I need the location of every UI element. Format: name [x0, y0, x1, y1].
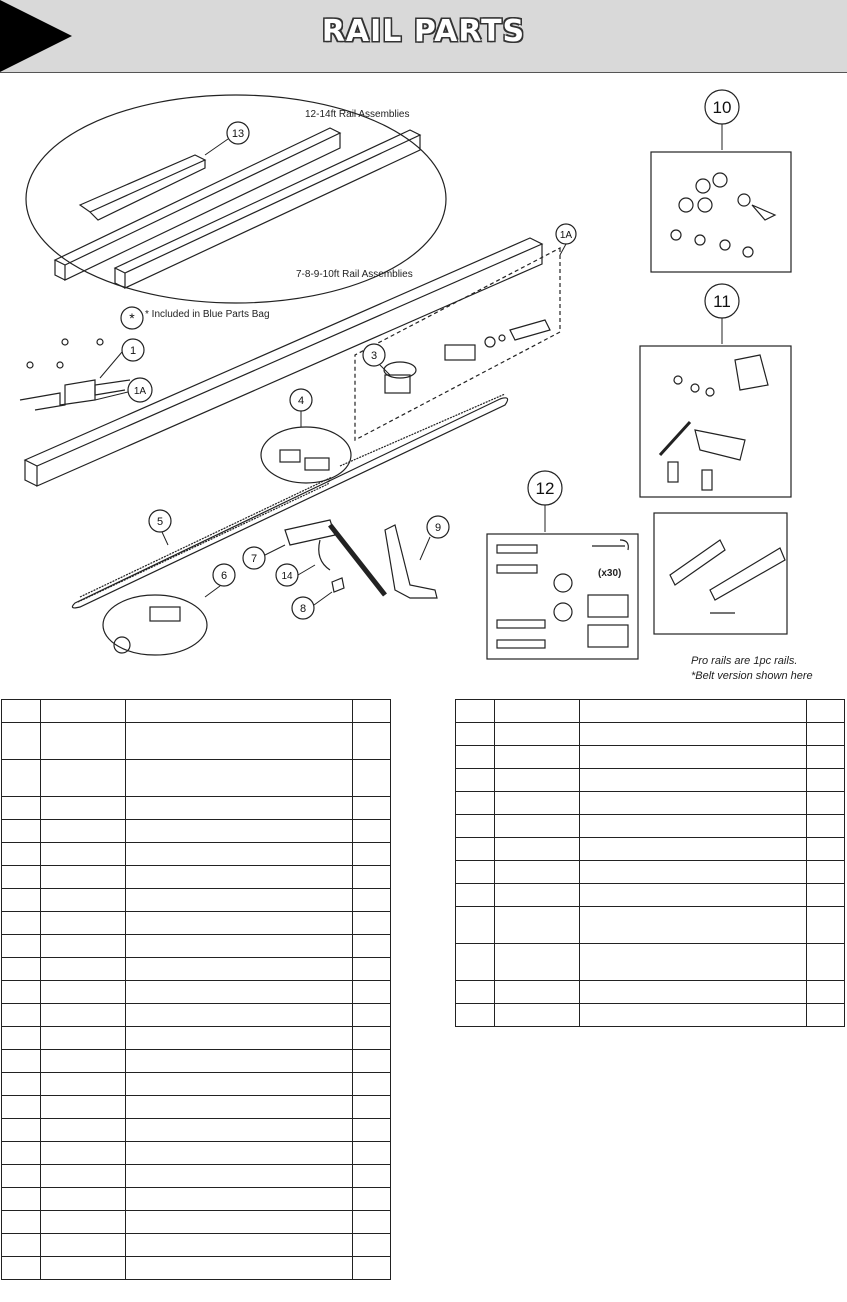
- part-13-shape: [80, 155, 205, 212]
- table-row: [2, 723, 391, 760]
- callout-2: 1A: [559, 230, 573, 241]
- table-row: [2, 1257, 391, 1280]
- table-row: [2, 866, 391, 889]
- table-row: [456, 861, 845, 884]
- callout-6: 6: [220, 570, 228, 582]
- table-row: [456, 838, 845, 861]
- table-row: [456, 815, 845, 838]
- pro-rails-note-line-2: *Belt version shown here: [691, 670, 813, 682]
- part-6-ellipse: [103, 595, 207, 655]
- table-row: [2, 981, 391, 1004]
- callout-11: 11: [713, 292, 731, 311]
- table-row: [2, 1050, 391, 1073]
- table-row: [456, 723, 845, 746]
- long-rail-b: [115, 130, 420, 273]
- callout-1a: 1A: [133, 386, 147, 397]
- callout-7: 7: [250, 553, 258, 565]
- parts-table-left: [1, 699, 391, 1280]
- page-title: RAIL PARTS: [321, 14, 526, 49]
- table-row: [2, 1234, 391, 1257]
- table-row: [456, 700, 845, 723]
- table-row: [2, 820, 391, 843]
- part-14-cable: [319, 540, 330, 570]
- page-header: [0, 0, 847, 73]
- table-row: [2, 797, 391, 820]
- table-row: [2, 1027, 391, 1050]
- callout-12: 12: [535, 479, 555, 498]
- table-row: [2, 935, 391, 958]
- part-7-carriage: [285, 520, 335, 545]
- part-11-box: [640, 346, 791, 497]
- table-row: [456, 884, 845, 907]
- table-row: [2, 760, 391, 797]
- table-row: [2, 1142, 391, 1165]
- callout-10: 10: [712, 98, 732, 117]
- callout-13: 13: [231, 128, 245, 140]
- part-4-ellipse: [261, 427, 351, 483]
- part-8-shape: [332, 578, 344, 592]
- part-9-arm: [385, 525, 437, 598]
- callout-1: 1: [129, 345, 137, 357]
- table-row: [2, 1188, 391, 1211]
- label-x30: (x30): [598, 568, 622, 579]
- long-rail-a: [55, 128, 340, 265]
- table-row: [456, 907, 845, 944]
- pro-rail-box: [654, 513, 787, 634]
- table-row: [456, 944, 845, 981]
- table-row: [2, 1004, 391, 1027]
- label-7-10ft-rails: 7-8-9-10ft Rail Assemblies: [296, 269, 413, 280]
- table-row: [456, 981, 845, 1004]
- main-rail: [25, 238, 542, 466]
- rail-parts-diagram: [0, 72, 847, 692]
- callout-4: 4: [297, 395, 305, 407]
- label-12-14ft-rails: 12-14ft Rail Assemblies: [305, 109, 410, 120]
- callout-9: 9: [434, 522, 442, 534]
- table-row: [456, 769, 845, 792]
- pro-rails-note-line-1: Pro rails are 1pc rails.: [691, 655, 798, 667]
- callout-14: 14: [281, 571, 293, 582]
- table-row: [2, 1165, 391, 1188]
- table-row: [2, 912, 391, 935]
- table-row: [2, 843, 391, 866]
- part-10-box: [651, 152, 791, 272]
- callout-8: 8: [299, 603, 307, 615]
- callout-blue-bag-mark: *: [129, 310, 135, 326]
- table-row: [2, 700, 391, 723]
- table-row: [2, 1119, 391, 1142]
- table-row: [2, 1096, 391, 1119]
- parts-table-right: [455, 699, 845, 1027]
- label-blue-parts-bag: * Included in Blue Parts Bag: [145, 309, 270, 320]
- table-row: [2, 1211, 391, 1234]
- table-row: [2, 889, 391, 912]
- table-row: [456, 792, 845, 815]
- callout-5: 5: [156, 516, 164, 528]
- table-row: [456, 746, 845, 769]
- callout-3: 3: [370, 350, 378, 362]
- table-row: [2, 1073, 391, 1096]
- table-row: [2, 958, 391, 981]
- table-row: [456, 1004, 845, 1027]
